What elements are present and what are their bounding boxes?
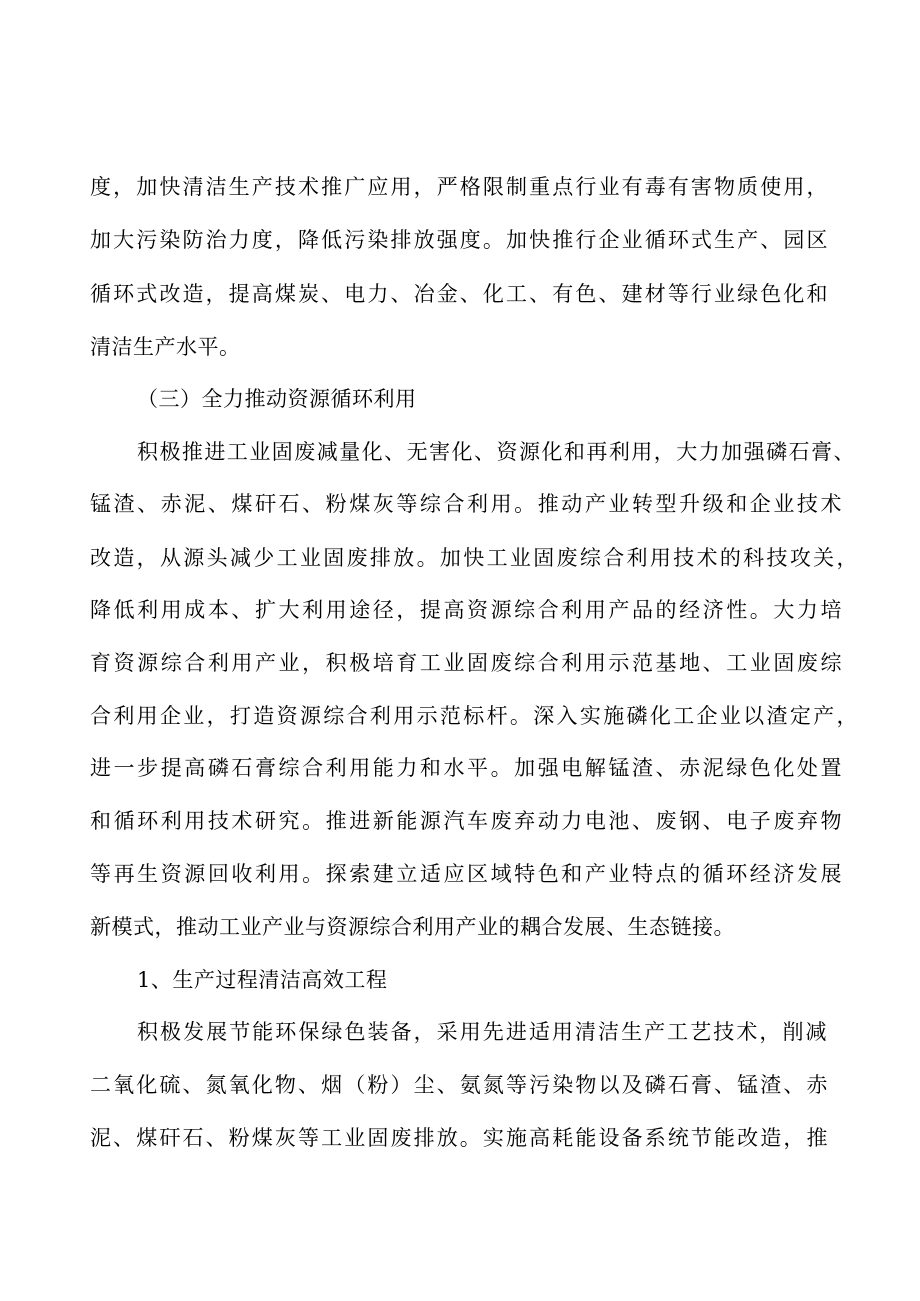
paragraph-line: 等再生资源回收利用。探索建立适应区域特色和产业特点的循环经济发展 [90,862,842,886]
paragraph-line: 合利用企业，打造资源综合利用示范标杆。深入实施磷化工企业以渣定产， [90,704,858,728]
paragraph-line: 二氧化硫、氮氧化物、烟（粉）尘、氨氮等污染物以及磷石膏、锰渣、赤 [90,1073,828,1097]
paragraph-line: 循环式改造，提高煤炭、电力、冶金、化工、有色、建材等行业绿色化和 [90,282,828,306]
section-heading: （三）全力推动资源循环利用 [137,387,417,411]
paragraph-line: 度，加快清洁生产技术推广应用，严格限制重点行业有毒有害物质使用， [90,175,828,199]
paragraph-line: 和循环利用技术研究。推进新能源汽车废弃动力电池、废钢、电子废弃物 [90,809,842,833]
paragraph-line: 积极推进工业固废减量化、无害化、资源化和再利用，大力加强磷石膏、 [137,440,855,464]
paragraph-line: 降低利用成本、扩大利用途径，提高资源综合利用产品的经济性。大力培 [90,598,842,622]
paragraph-line: 新模式，推动工业产业与资源综合利用产业的耦合发展、生态链接。 [90,915,735,939]
paragraph-line: 改造，从源头减少工业固废排放。加快工业固废综合利用技术的科技攻关， [90,546,858,570]
paragraph-line: 锰渣、赤泥、煤矸石、粉煤灰等综合利用。推动产业转型升级和企业技术 [90,492,842,516]
paragraph-line: 加大污染防治力度，降低污染排放强度。加快推行企业循环式生产、园区 [90,228,828,252]
paragraph-line: 育资源综合利用产业，积极培育工业固废综合利用示范基地、工业固废综 [90,651,842,675]
subsection-heading: 1、生产过程清洁高效工程 [137,968,388,992]
paragraph-line: 泥、煤矸石、粉煤灰等工业固废排放。实施高耗能设备系统节能改造，推 [90,1126,828,1150]
paragraph-line: 清洁生产水平。 [90,335,241,359]
paragraph-line: 进一步提高磷石膏综合利用能力和水平。加强电解锰渣、赤泥绿色化处置 [90,756,842,780]
paragraph-line: 积极发展节能环保绿色装备，采用先进适用清洁生产工艺技术，削减 [137,1020,827,1044]
